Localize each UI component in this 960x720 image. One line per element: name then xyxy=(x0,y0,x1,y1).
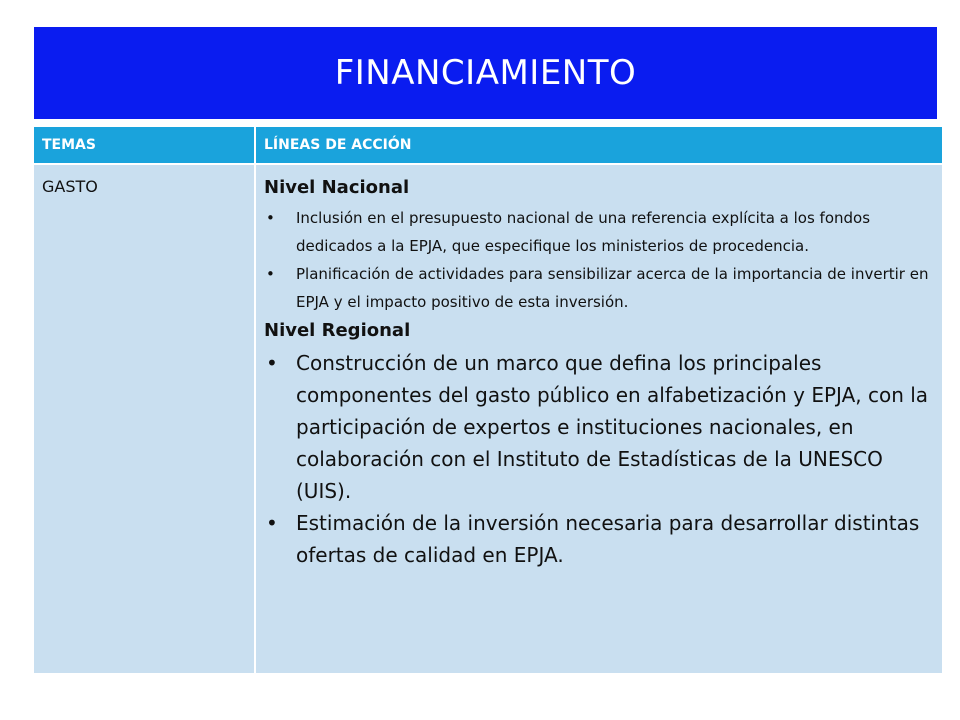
nivel-regional-list xyxy=(264,347,934,571)
slide-title: FINANCIAMIENTO xyxy=(334,53,637,93)
list-item xyxy=(264,204,934,260)
cell-tema xyxy=(34,164,255,673)
list-item-text: Inclusión en el presupuesto nacional de una referencia explícita a los fondos dedicados a la EPJA, que especifique los ministerios de procedencia. xyxy=(296,209,871,255)
list-item-text: Estimación de la inversión necesaria para desarrollar distintas ofertas de calidad en EPJA. xyxy=(296,511,920,567)
list-item xyxy=(264,507,934,571)
bullet-icon: • xyxy=(266,209,275,227)
list-item xyxy=(264,347,934,507)
header-temas: TEMAS xyxy=(34,127,255,164)
cell-lineas xyxy=(255,164,942,673)
nivel-nacional-list xyxy=(264,204,934,316)
table-header-row xyxy=(34,127,942,164)
bullet-icon: • xyxy=(266,351,278,375)
financing-table xyxy=(34,127,942,673)
title-banner xyxy=(34,27,937,119)
list-item-text: Planificación de actividades para sensibilizar acerca de la importancia de invertir en EPJA y el impacto positivo de esta inversión. xyxy=(296,265,929,311)
list-item xyxy=(264,260,934,316)
tema-label: GASTO xyxy=(42,177,98,196)
nivel-nacional-heading: Nivel Nacional xyxy=(264,177,410,198)
nivel-regional-heading: Nivel Regional xyxy=(264,320,411,341)
list-item-text: Construcción de un marco que defina los principales componentes del gasto público en alfabetización y EPJA, con la participación de expertos e instituciones nacionales, en colaboración con el Instituto de Estadísticas de la UNESCO (UIS). xyxy=(296,351,929,503)
bullet-icon: • xyxy=(266,265,275,283)
bullet-icon: • xyxy=(266,511,278,535)
header-lineas-de-accion: LÍNEAS DE ACCIÓN xyxy=(255,127,942,164)
table-row xyxy=(34,164,942,673)
